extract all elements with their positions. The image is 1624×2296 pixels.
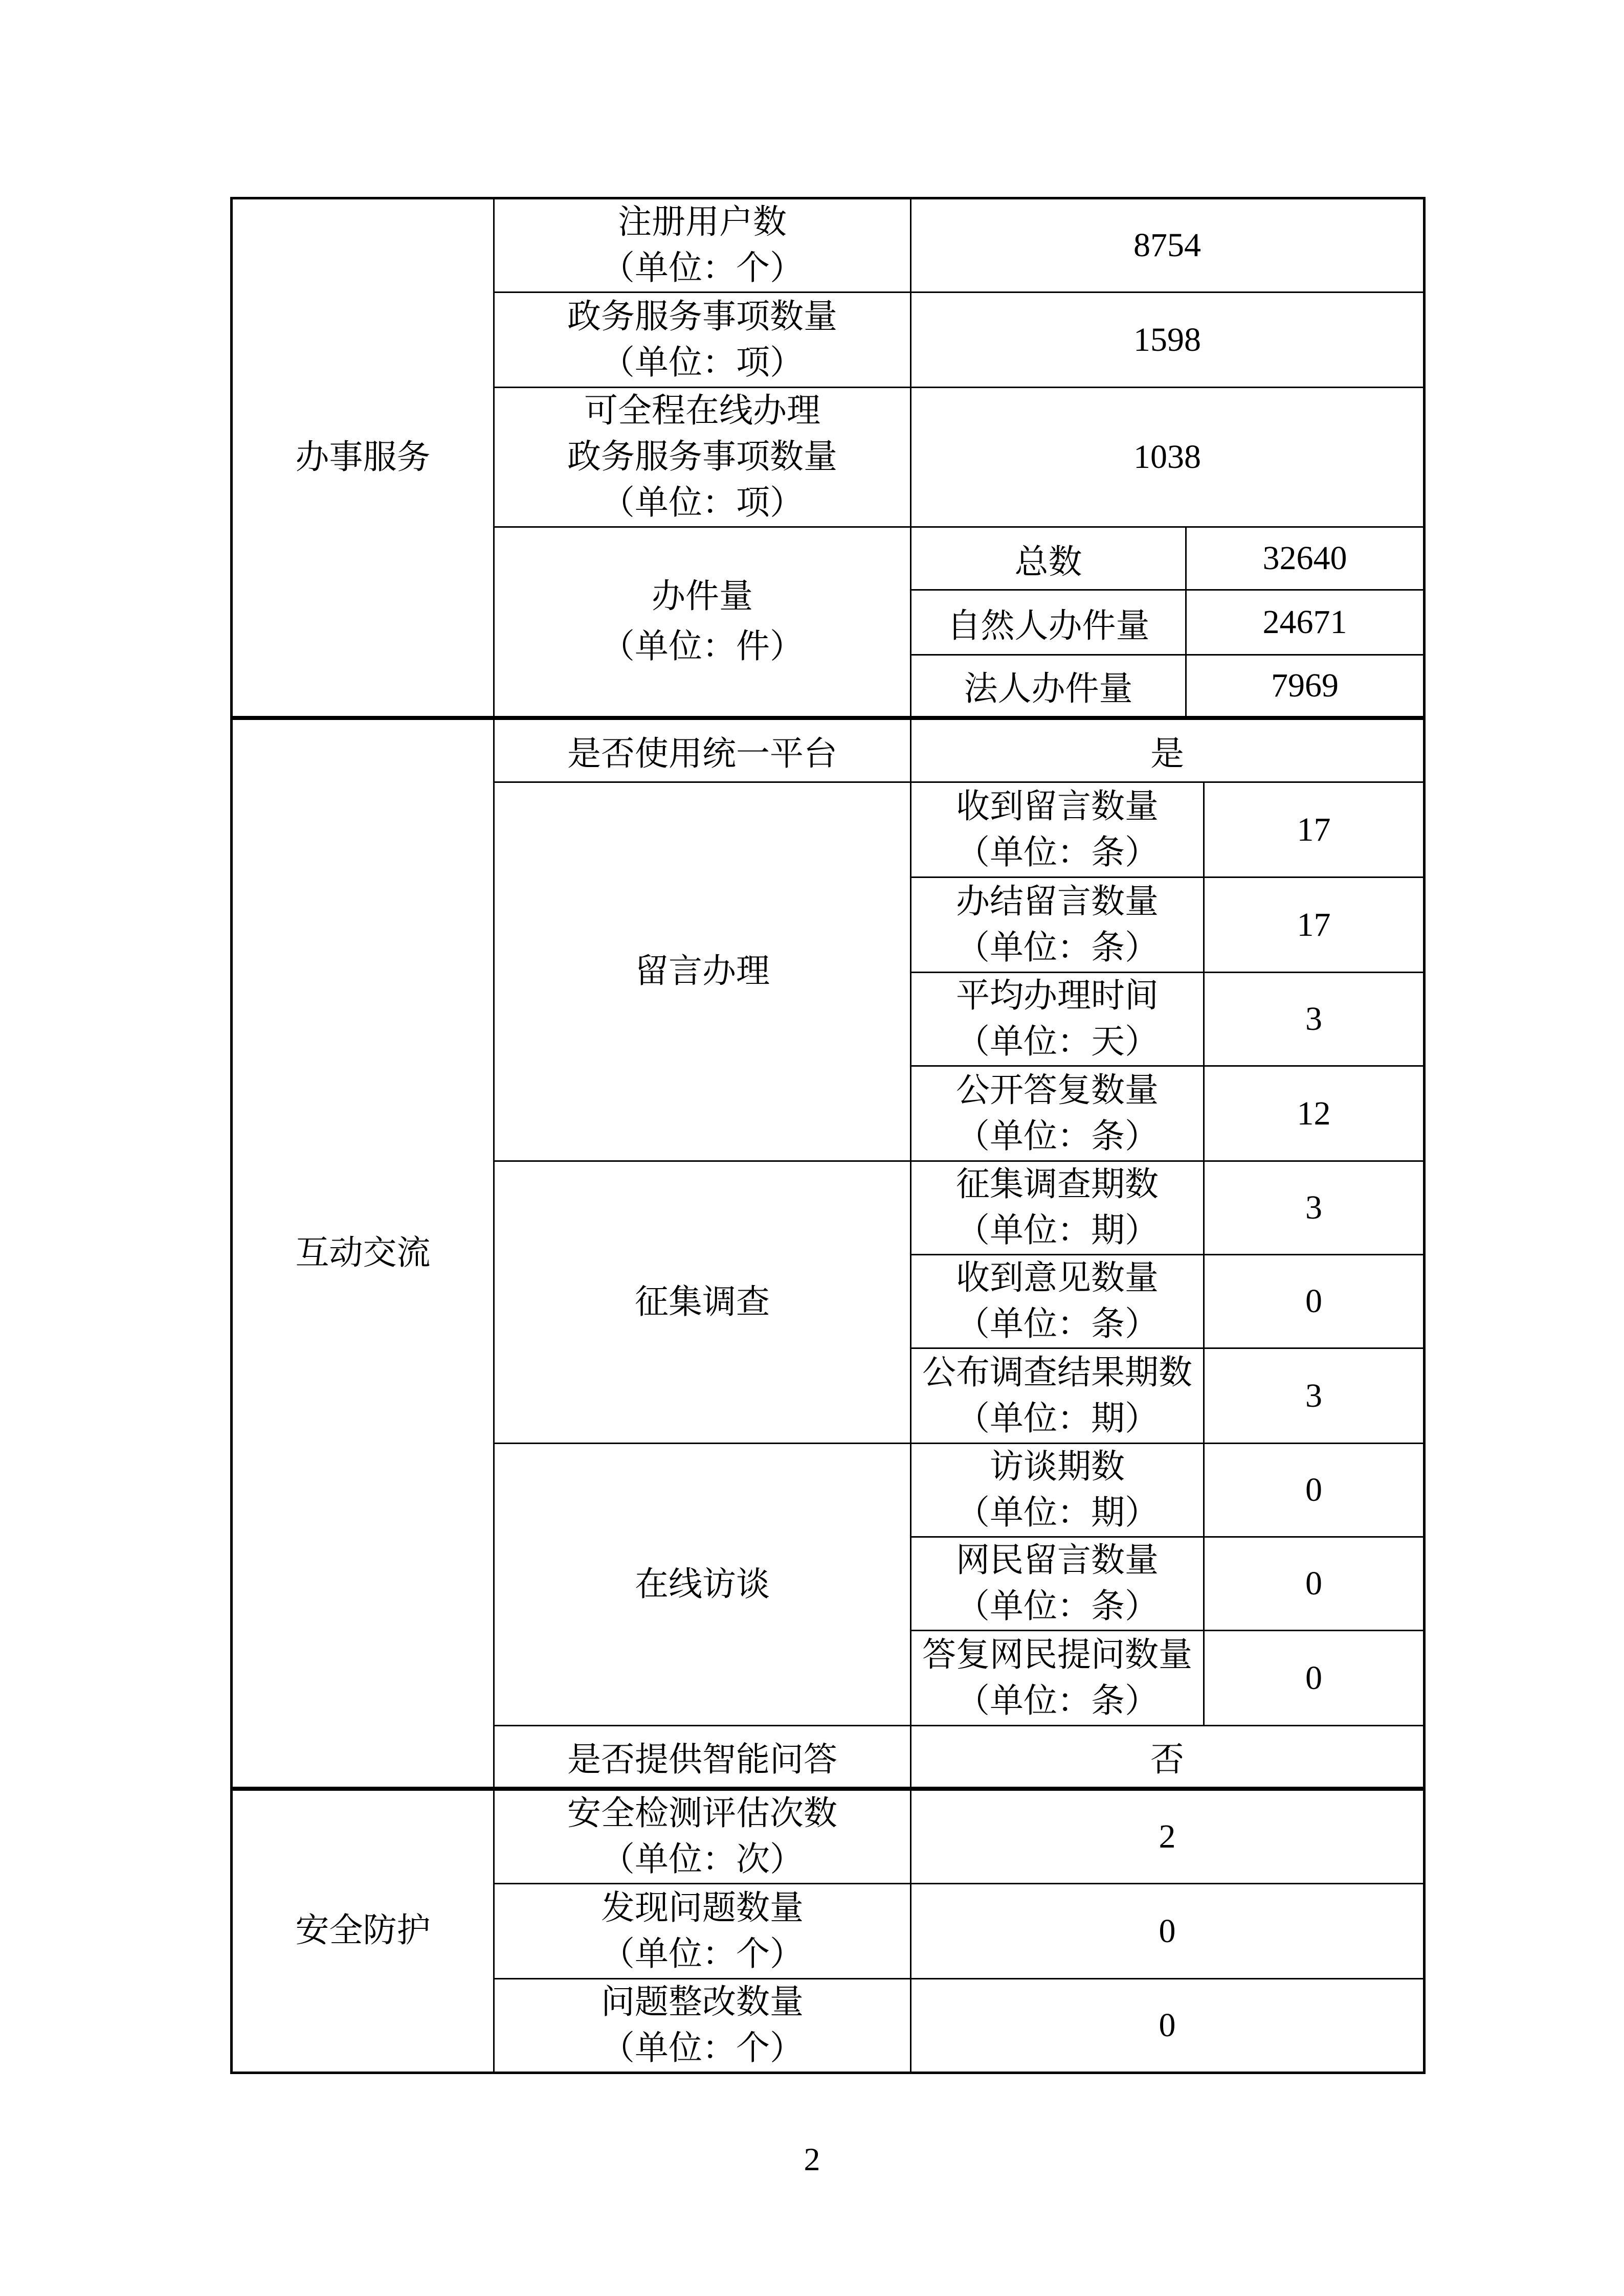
label-cell-registered-users: [494, 198, 911, 292]
group-cell-zaixianfangtan: [494, 1444, 911, 1726]
unit-line: （单位：期）: [956, 1212, 1159, 1249]
sublabel-cell-total-cases: 总数: [911, 527, 1186, 590]
unit-line: （单位：项）: [601, 344, 804, 381]
table-row: [232, 198, 1425, 292]
unit-line: （单位：条）: [956, 1117, 1159, 1155]
label-line: 平均办理时间: [956, 977, 1159, 1015]
value-cell-legal-person-cases: 7969: [1186, 655, 1425, 718]
value-cell-survey-issues: 3: [1204, 1161, 1425, 1255]
unit-line: （单位：个）: [601, 250, 804, 287]
unit-line: （单位：条）: [956, 834, 1159, 871]
sublabel-cell-messages-handled: [911, 877, 1204, 973]
group-label-line: 留言办理: [635, 953, 770, 990]
unit-line: （单位：条）: [956, 1588, 1159, 1625]
unit-line: （单位：个）: [601, 1935, 804, 1973]
label-line: 安全检测评估次数: [567, 1794, 837, 1832]
group-label-line: 在线访谈: [635, 1565, 770, 1603]
unit-line: （单位：天）: [956, 1023, 1159, 1061]
section-label: 安全防护: [295, 1912, 431, 1950]
label-cell-service-items: [494, 292, 911, 388]
sublabel-cell-interview-issues: [911, 1444, 1204, 1537]
label-cell-problems-found: [494, 1884, 911, 1979]
label-cell-online-items: [494, 388, 911, 527]
page-number: 2: [804, 2141, 820, 2177]
value-cell-smart-qa: 否: [911, 1726, 1425, 1789]
value-cell-total-cases: 32640: [1186, 527, 1425, 590]
sublabel-cell-avg-handle-time: [911, 973, 1204, 1066]
label-line: 发现问题数量: [601, 1889, 804, 1927]
unit-line: （单位：期）: [956, 1400, 1159, 1437]
value-cell-messages-handled: 17: [1204, 877, 1425, 973]
label-line: 访谈期数: [990, 1448, 1125, 1485]
label-line: 办结留言数量: [956, 883, 1159, 920]
section-cell-banshi-fuwu: [232, 198, 494, 718]
value-cell-natural-person-cases: 24671: [1186, 590, 1425, 655]
group-unit-line: （单位：件）: [601, 627, 804, 665]
label-line: 答复网民提问数量: [922, 1636, 1192, 1674]
value-cell-problems-fixed: 0: [911, 1979, 1425, 2073]
value-cell-registered-users: 8754: [911, 198, 1425, 292]
value-cell-public-replies: 12: [1204, 1066, 1425, 1161]
section-label: 互动交流: [295, 1234, 431, 1272]
unit-line: （单位：条）: [956, 929, 1159, 966]
label-line: 网民留言数量: [956, 1542, 1159, 1579]
label-line: 注册用户数: [618, 204, 787, 241]
label-cell-unified-platform: 是否使用统一平台: [494, 718, 911, 782]
label-line: 公开答复数量: [956, 1071, 1159, 1109]
table-row: [232, 1789, 1425, 1884]
value-cell-service-items: 1598: [911, 292, 1425, 388]
sublabel-cell-survey-issues: [911, 1161, 1204, 1255]
value-cell-survey-results-published: 3: [1204, 1348, 1425, 1444]
sublabel-cell-messages-received: [911, 782, 1204, 877]
unit-line: （单位：个）: [601, 2030, 804, 2067]
value-cell-opinions-received: 0: [1204, 1255, 1425, 1348]
label-cell-smart-qa: 是否提供智能问答: [494, 1726, 911, 1789]
label-cell-problems-fixed: [494, 1979, 911, 2073]
label-line: 收到意见数量: [956, 1259, 1159, 1297]
label-line: 公布调查结果期数: [922, 1354, 1192, 1391]
value-cell-security-checks: 2: [911, 1789, 1425, 1884]
unit-line: （单位：项）: [601, 484, 804, 522]
value-cell-messages-received: 17: [1204, 782, 1425, 877]
section-cell-anquan-fanghu: [232, 1789, 494, 2073]
sublabel-cell-opinions-received: [911, 1255, 1204, 1348]
group-label-line: 办件量: [652, 577, 753, 615]
group-cell-zhengjidiaocha: [494, 1161, 911, 1444]
label-cell-security-checks: [494, 1789, 911, 1884]
label-line: 政务服务事项数量: [567, 298, 837, 335]
label-line: 问题整改数量: [601, 1984, 804, 2021]
annual-report-table: [230, 197, 1426, 2074]
sublabel-cell-public-replies: [911, 1066, 1204, 1161]
sublabel-cell-natural-person-cases: 自然人办件量: [911, 590, 1186, 655]
value-cell-netizen-questions-answered: 0: [1204, 1631, 1425, 1726]
label-line: 可全程在线办理: [584, 392, 820, 430]
unit-line: （单位：次）: [601, 1840, 804, 1878]
value-cell-problems-found: 0: [911, 1884, 1425, 1979]
sublabel-cell-netizen-questions-answered: [911, 1631, 1204, 1726]
unit-line: （单位：期）: [956, 1494, 1159, 1532]
group-cell-liuyanbanli: [494, 782, 911, 1161]
unit-line: （单位：条）: [956, 1305, 1159, 1343]
value-cell-interview-issues: 0: [1204, 1444, 1425, 1537]
label-line: 征集调查期数: [956, 1166, 1159, 1203]
label-line: 收到留言数量: [956, 787, 1159, 825]
table-row: [232, 718, 1425, 782]
sublabel-cell-survey-results-published: [911, 1348, 1204, 1444]
value-cell-netizen-messages: 0: [1204, 1537, 1425, 1631]
group-cell-banjianliang: [494, 527, 911, 718]
group-label-line: 征集调查: [635, 1283, 770, 1321]
value-cell-online-items: 1038: [911, 388, 1425, 527]
unit-line: （单位：条）: [956, 1682, 1159, 1720]
sublabel-cell-legal-person-cases: 法人办件量: [911, 655, 1186, 718]
section-cell-hudong-jiaoliu: [232, 718, 494, 1789]
value-cell-unified-platform: 是: [911, 718, 1425, 782]
section-label: 办事服务: [295, 438, 431, 476]
sublabel-cell-netizen-messages: [911, 1537, 1204, 1631]
label-line: 政务服务事项数量: [567, 438, 837, 476]
value-cell-avg-handle-time: 3: [1204, 973, 1425, 1066]
